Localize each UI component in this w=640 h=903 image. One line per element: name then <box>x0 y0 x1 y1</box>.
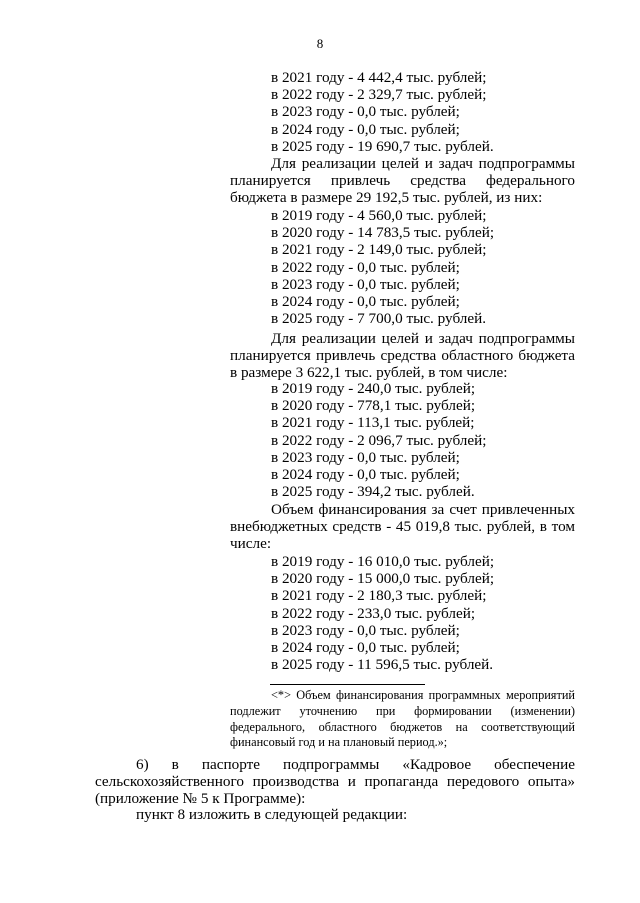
list-item: в 2021 году - 2 149,0 тыс. рублей; <box>271 241 487 259</box>
paragraph-line: Для реализации целей и задач подпрограммы <box>271 330 575 347</box>
footnote-separator <box>270 684 425 685</box>
paragraph-line: пункт 8 изложить в следующей редакции: <box>136 806 408 823</box>
federal-budget-list <box>230 207 575 327</box>
list-item: в 2019 году - 4 560,0 тыс. рублей; <box>271 207 487 224</box>
paragraph-line: бюджета в размере 29 192,5 тыс. рублей, из них: <box>230 189 543 207</box>
list-item: в 2025 году - 394,2 тыс. рублей. <box>271 483 475 501</box>
amendment-instruction <box>95 806 575 823</box>
list-item: в 2022 году - 2 329,7 тыс. рублей; <box>271 86 487 104</box>
list-item: в 2023 году - 0,0 тыс. рублей; <box>271 103 460 121</box>
list-item: в 2020 году - 14 783,5 тыс. рублей; <box>271 224 495 242</box>
extrabudgetary-paragraph <box>230 501 575 553</box>
page-number: 8 <box>316 36 324 51</box>
list-item: в 2024 году - 0,0 тыс. рублей; <box>271 466 460 484</box>
paragraph-line: Для реализации целей и задач подпрограммы <box>271 155 575 172</box>
paragraph-line: (приложение № 5 к Программе): <box>95 790 306 808</box>
regional-budget-paragraph <box>230 330 575 382</box>
footnote <box>230 688 575 751</box>
list-item: в 2019 году - 240,0 тыс. рублей; <box>271 380 476 397</box>
footnote-line: <*> Объем финансирования программных мероприятий <box>271 688 575 702</box>
list-item: в 2022 году - 0,0 тыс. рублей; <box>271 258 460 276</box>
extrabudgetary-list <box>230 553 575 673</box>
footnote-line: подлежит уточнению при формировании (изменении) <box>230 703 575 718</box>
paragraph-line: в размере 3 622,1 тыс. рублей, в том числе: <box>230 364 508 382</box>
funding-by-year-list <box>230 69 575 155</box>
paragraph-line: внебюджетных средств - 45 019,8 тыс. рублей, в том <box>230 518 575 536</box>
paragraph-line: числе: <box>230 535 272 553</box>
list-item: в 2022 году - 2 096,7 тыс. рублей; <box>271 431 487 449</box>
list-item: в 2019 году - 16 010,0 тыс. рублей; <box>271 553 495 570</box>
list-item: в 2025 году - 19 690,7 тыс. рублей. <box>271 137 494 155</box>
footnote-line: финансовый год и на плановый период.»; <box>230 735 448 750</box>
list-item: в 2025 году - 11 596,5 тыс. рублей. <box>271 656 494 674</box>
list-item: в 2020 году - 778,1 тыс. рублей; <box>271 397 476 415</box>
regional-budget-list <box>230 380 575 500</box>
list-item: в 2020 году - 15 000,0 тыс. рублей; <box>271 570 495 588</box>
list-item: в 2023 году - 0,0 тыс. рублей; <box>271 621 460 639</box>
list-item: в 2022 году - 233,0 тыс. рублей; <box>271 604 476 622</box>
amendment-item-6 <box>95 756 575 808</box>
paragraph-line: планируется привлечь средства федерального <box>230 172 575 190</box>
list-item: в 2024 году - 0,0 тыс. рублей; <box>271 293 460 311</box>
paragraph-line: 6) в паспорте подпрограммы «Кадровое обеспечение <box>136 756 575 773</box>
list-item: в 2023 году - 0,0 тыс. рублей; <box>271 275 460 293</box>
list-item: в 2025 году - 7 700,0 тыс. рублей. <box>271 310 487 328</box>
list-item: в 2021 году - 2 180,3 тыс. рублей; <box>271 587 487 605</box>
paragraph-line: Объем финансирования за счет привлеченных <box>271 501 575 518</box>
list-item: в 2024 году - 0,0 тыс. рублей; <box>271 639 460 657</box>
federal-budget-paragraph <box>230 155 575 207</box>
footnote-line: федерального, областного бюджетов на соответствующий <box>230 719 575 734</box>
list-item: в 2023 году - 0,0 тыс. рублей; <box>271 448 460 466</box>
list-item: в 2021 году - 113,1 тыс. рублей; <box>271 414 475 432</box>
paragraph-line: сельскохозяйственного производства и пропаганда передового опыта» <box>95 773 575 791</box>
list-item: в 2021 году - 4 442,4 тыс. рублей; <box>271 69 487 86</box>
paragraph-line: планируется привлечь средства областного бюджета <box>230 347 575 365</box>
list-item: в 2024 году - 0,0 тыс. рублей; <box>271 120 460 138</box>
